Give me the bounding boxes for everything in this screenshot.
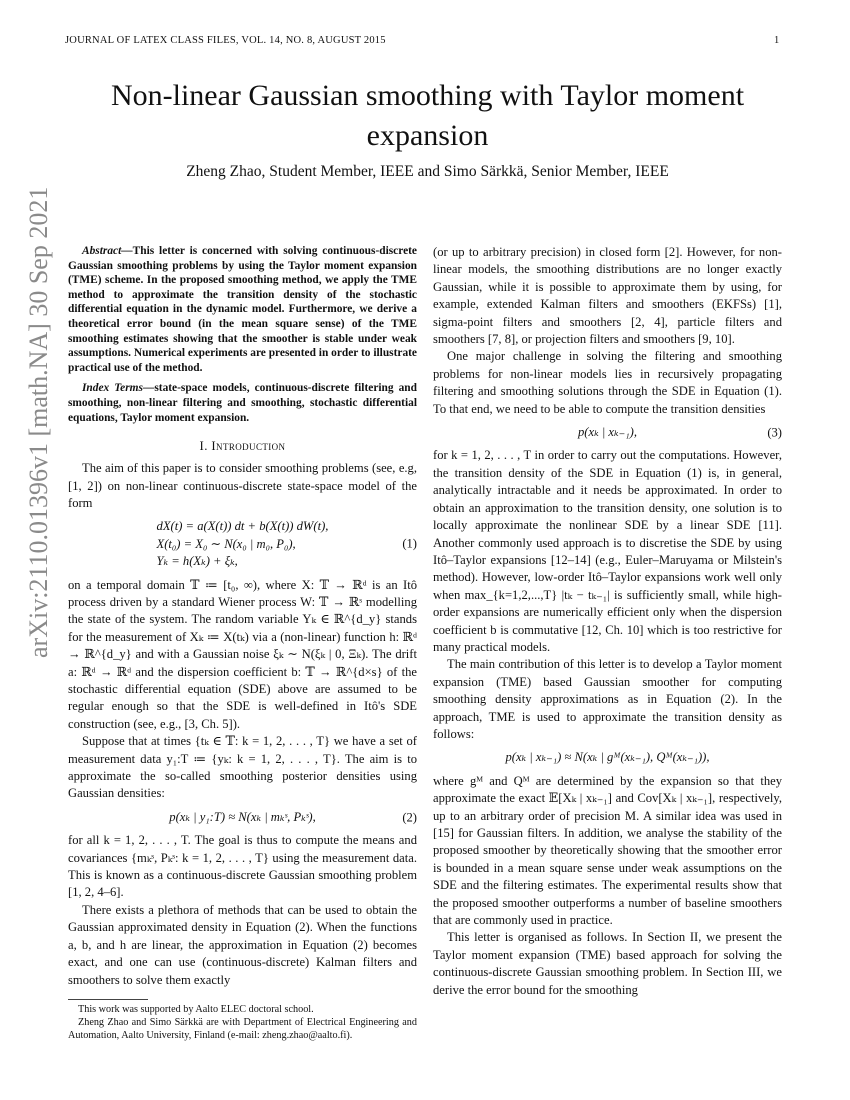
equation-2 (68, 809, 417, 826)
equation-4 (433, 749, 782, 766)
footnote-rule (68, 999, 148, 1000)
author-line: Zheng Zhao, Student Member, IEEE and Simo Särkkä, Senior Member, IEEE (186, 163, 669, 180)
equation-body: p(xₖ | xₖ₋₁), (578, 425, 637, 440)
abstract-label: Abstract— (82, 245, 133, 257)
equation-line: Yₖ = h(Xₖ) + ξₖ, (156, 554, 238, 569)
paragraph: The main contribution of this letter is to develop a Taylor moment expansion (TME) based Gaussian smoother for computing smoothing density approximations as in Equation (2). In the approach, TME is used to approximate the transition density as follows: (433, 657, 782, 741)
index-terms-text: state-space models, continuous-discrete filtering and smoothing, non-linear filtering and smoothing, stochastic differential equations, Taylor moment expansion. (68, 382, 417, 424)
abstract (68, 244, 417, 375)
paragraph: where gᴹ and Qᴹ are determined by the expansion so that they approximate the exact 𝔼[Xₖ | xₖ₋₁] and Cov[Xₖ | xₖ₋₁], respectively, up to an arbitrary order of precision M. A similar idea was used in [15] for Gaussian filters. In addition, we analyse the stability of the proposed smoother by theoretically showing that the smoother error is bounded in a mean square sense under weak assumptions on the SDE and the filtering estimates. The experimental results show that the proposed smoother outperforms a number of baseline smoothers that are commonly used in practice. (433, 773, 782, 928)
running-header: JOURNAL OF LATEX CLASS FILES, VOL. 14, NO. 8, AUGUST 2015 (65, 35, 386, 46)
paragraph: There exists a plethora of methods that can be used to obtain the Gaussian approximated density in Equation (2). When the functions a, b, and h are linear, the approximation in Equation (2) becomes exact, and one can use (continuous-discrete) Kalman filters and smoothers to solve them exactly (68, 902, 417, 987)
footnote: Zheng Zhao and Simo Särkkä are with Department of Electrical Engineering and Automation, Aalto University, Finland (e-mail: zheng.zhao@aalto.fi). (68, 1016, 417, 1041)
paragraph: Suppose that at times {tₖ ∈ 𝕋: k = 1, 2, . . . , T} we have a set of measurement data y₁:T ≔ {yₖ: k = 1, 2, . . . , T}. The aim is to approximate the so-called smoothing posterior densities using Gaussian densities: (68, 734, 417, 801)
arxiv-stamp: arXiv:2110.01396v1 [math.NA] 30 Sep 2021 (24, 186, 53, 658)
equation-1 (68, 518, 417, 570)
equation-3 (433, 424, 782, 441)
footnote: This work was supported by Aalto ELEC doctoral school. (78, 1003, 314, 1015)
left-column (68, 244, 417, 1042)
equation-number: (2) (402, 809, 417, 824)
paragraph: One major challenge in solving the filtering and smoothing problems for non-linear models lies in recursively propagating filtering and smoothing solutions through the SDE in Equation (1). To that end, we need to be able to compute the transition densities (433, 349, 782, 416)
paragraph: The aim of this paper is to consider smoothing problems (see, e.g, [1, 2]) on non-linear continuous-discrete state-space model of the form (68, 461, 417, 510)
paragraph: for k = 1, 2, . . . , T in order to carry out the computations. However, the transition density of the SDE in Equation (1) is, in general, analytically intractable and it needs be approximated. In order to obtain an approximation to the transition density, one solution is to locally approximate the nonlinear SDE by a linear SDE [11]. Another commonly used approach is to discretise the SDE by using Itô–Taylor expansions [12–14] (e.g., Euler–Maruyama or Milstein's method). However, low-order Itô–Taylor expansions work well only when max_{k=1,2,...,T} |tₖ − tₖ₋₁| is sufficiently small, while high-order expansions are numerically efficient only when the dispersion coefficient b is commutative [12, Ch. 10] which is too restrictive for many practical models. (433, 448, 782, 654)
right-column (433, 244, 782, 999)
paper-title: Non-linear Gaussian smoothing with Taylor moment expansion (110, 79, 745, 152)
equation-number: (3) (767, 425, 782, 440)
equation-body: p(xₖ | xₖ₋₁) ≈ N(xₖ | gᴹ(xₖ₋₁), Qᴹ(xₖ₋₁)), (505, 750, 710, 765)
index-terms (68, 381, 417, 425)
index-terms-label: Index Terms— (82, 382, 155, 395)
page-number: 1 (774, 35, 780, 46)
abstract-text: This letter is concerned with solving continuous-discrete Gaussian smoothing problems by using the Taylor moment expansion (TME) scheme. In the proposed smoothing method, we apply the TME method to approximate the transition density of the stochastic differential equation in the dynamic model. Furthermore, we derive a theoretical error bound (in the mean square sense) of the TME smoothing estimates showing that the smoother is stable under weak assumptions. Numerical experiments are presented in order to illustrate practical use of the method. (68, 245, 417, 374)
paragraph: for all k = 1, 2, . . . , T. The goal is thus to compute the means and covariances {mₖˢ, Pₖˢ: k = 1, 2, . . . , T} using the measurement data. This is known as a continuous-discrete Gaussian smoothing problem [1, 2, 4–6]. (68, 833, 417, 900)
paragraph: This letter is organised as follows. In Section II, we present the Taylor moment expansion (TME) based approach for solving the continuous-discrete Gaussian smoothing problem. In Section III, we derive the error bound for the smoothing (433, 930, 782, 997)
equation-line: dX(t) = a(X(t)) dt + b(X(t)) dW(t), (156, 519, 329, 534)
paragraph: on a temporal domain 𝕋 ≔ [t₀, ∞), where X: 𝕋 → ℝᵈ is an Itô process driven by a standard Wiener process W: 𝕋 → ℝˢ modelling the state of the system. The random variable Yₖ ∈ ℝ^{d_y} stands for the measurement of Xₖ ≔ X(tₖ) via a (non-linear) function h: ℝᵈ → ℝ^{d_y} and with a Gaussian noise ξₖ ∼ N(ξₖ | 0, Ξₖ). The drift a: ℝᵈ → ℝᵈ and the dispersion coefficient b: 𝕋 → ℝ^{d×s} of the stochastic differential equation (SDE) above are assumed to be regular enough so that the SDE is well-defined in Itô's SDE construction (see, e.g., [3, Ch. 5]). (68, 577, 417, 731)
section-heading: I. Introduction (199, 439, 286, 454)
equation-line: X(t₀) = X₀ ∼ N(x₀ | m₀, P₀), (156, 536, 296, 551)
equation-body: p(xₖ | y₁:T) ≈ N(xₖ | mₖˢ, Pₖˢ), (169, 809, 316, 824)
paragraph: (or up to arbitrary precision) in closed form [2]. However, for non-linear models, the smoothing distributions are no longer exactly Gaussian, while it is possible to approximate them by using, for example, extended Kalman filters and smoothers (EKFSs) [1], sigma-point filters and smoothers [2, 4], particle filters and smoothers [7, 8], or projection filters and smoothers [9, 10]. (433, 245, 782, 347)
equation-number: (1) (402, 536, 417, 551)
